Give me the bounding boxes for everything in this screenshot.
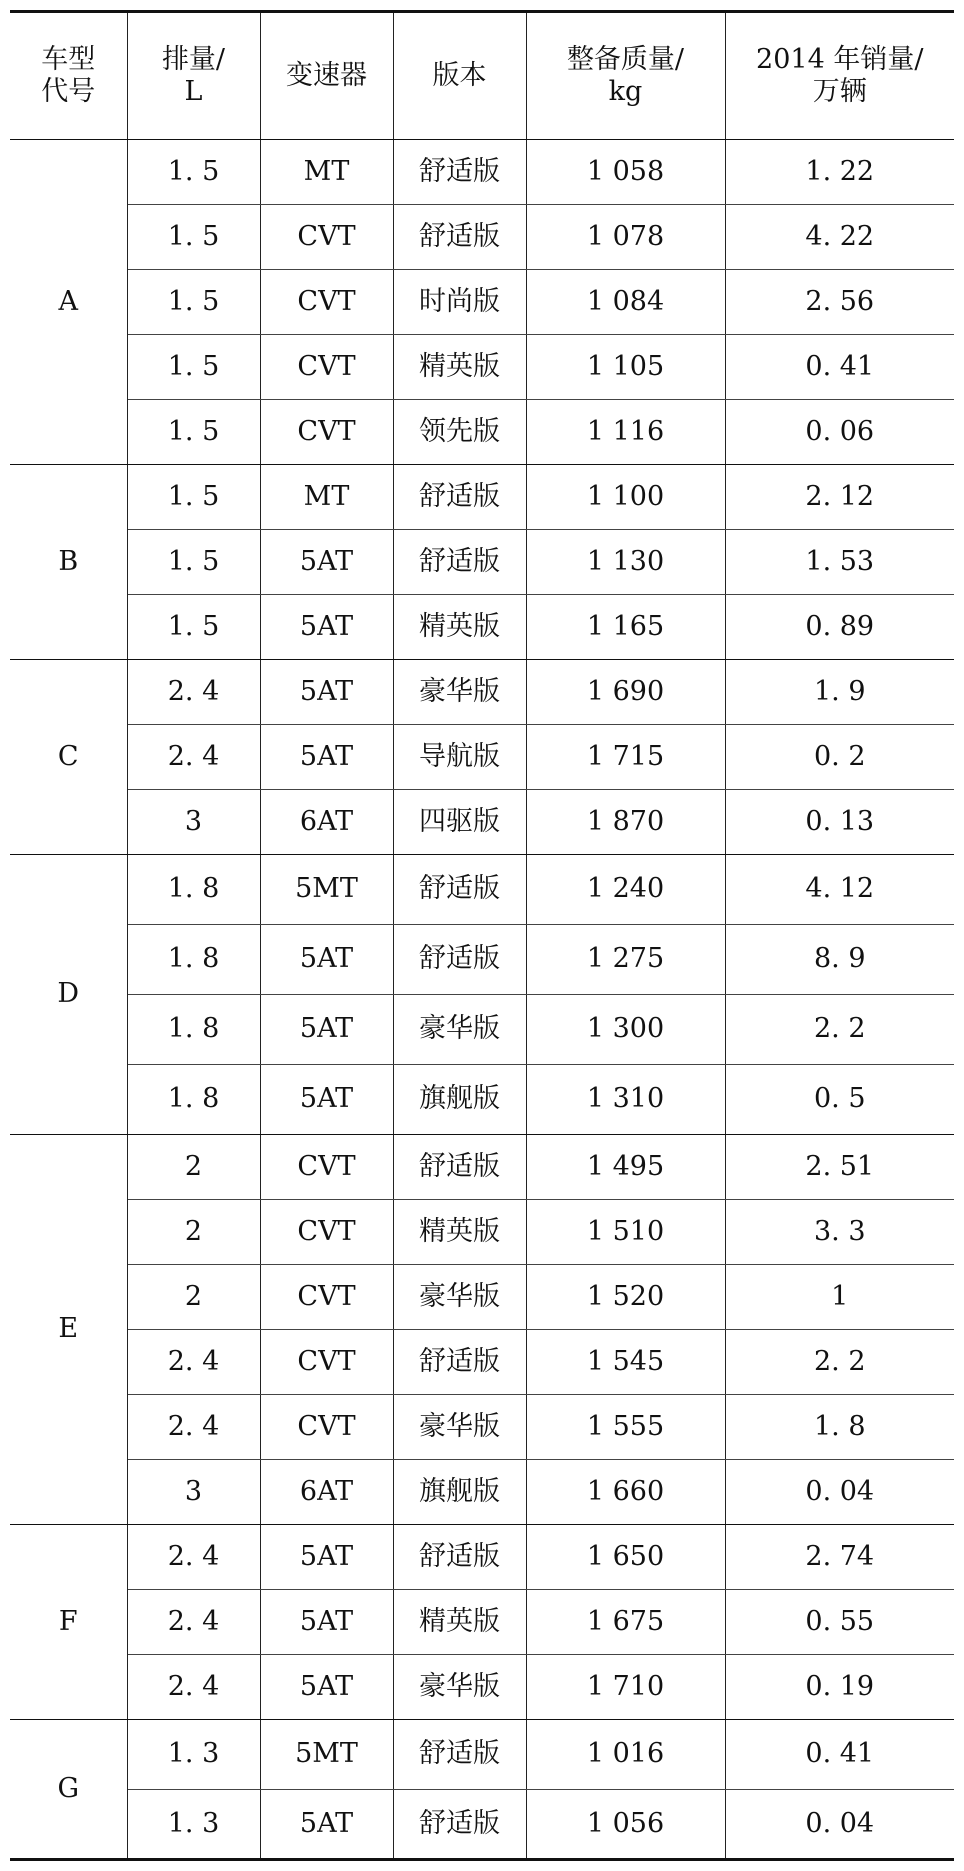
cell-displacement: 1. 5 (127, 205, 260, 270)
cell-sales: 2. 12 (725, 465, 954, 530)
table-row (10, 400, 954, 465)
cell-curb-weight: 1 660 (526, 1460, 725, 1525)
cell-version: 旗舰版 (393, 1460, 526, 1525)
cell-curb-weight: 1 240 (526, 855, 725, 925)
cell-displacement: 1. 5 (127, 400, 260, 465)
cell-version: 舒适版 (393, 1330, 526, 1395)
table-row (10, 1460, 954, 1525)
table-header (10, 12, 954, 140)
cell-version: 舒适版 (393, 465, 526, 530)
cell-curb-weight: 1 510 (526, 1200, 725, 1265)
cell-version: 舒适版 (393, 1790, 526, 1860)
table-row (10, 1655, 954, 1720)
header-row (10, 12, 954, 140)
cell-transmission: 5AT (260, 1790, 393, 1860)
cell-transmission: CVT (260, 205, 393, 270)
cell-sales: 0. 2 (725, 725, 954, 790)
table-row (10, 1265, 954, 1330)
cell-curb-weight: 1 165 (526, 595, 725, 660)
cell-curb-weight: 1 545 (526, 1330, 725, 1395)
cell-transmission: CVT (260, 270, 393, 335)
cell-sales: 0. 55 (725, 1590, 954, 1655)
cell-sales: 1. 8 (725, 1395, 954, 1460)
header-line: kg (608, 76, 643, 107)
cell-transmission: CVT (260, 1200, 393, 1265)
table-body (10, 140, 954, 1860)
cell-curb-weight: 1 084 (526, 270, 725, 335)
cell-transmission: 5AT (260, 595, 393, 660)
cell-displacement: 2. 4 (127, 1395, 260, 1460)
cell-sales: 2. 74 (725, 1525, 954, 1590)
header-model-code (10, 12, 127, 140)
cell-curb-weight: 1 300 (526, 995, 725, 1065)
cell-transmission: 5AT (260, 1525, 393, 1590)
cell-sales: 1. 9 (725, 660, 954, 725)
cell-sales: 4. 22 (725, 205, 954, 270)
header-transmission (260, 12, 393, 140)
cell-version: 舒适版 (393, 530, 526, 595)
cell-version: 领先版 (393, 400, 526, 465)
cell-displacement: 1. 5 (127, 595, 260, 660)
cell-curb-weight: 1 078 (526, 205, 725, 270)
cell-transmission: 6AT (260, 790, 393, 855)
cell-transmission: CVT (260, 1395, 393, 1460)
cell-curb-weight: 1 130 (526, 530, 725, 595)
cell-sales: 1. 53 (725, 530, 954, 595)
cell-transmission: 5AT (260, 530, 393, 595)
cell-curb-weight: 1 710 (526, 1655, 725, 1720)
cell-version: 豪华版 (393, 995, 526, 1065)
header-displacement (127, 12, 260, 140)
cell-sales: 0. 13 (725, 790, 954, 855)
cell-sales: 2. 56 (725, 270, 954, 335)
cell-displacement: 1. 5 (127, 335, 260, 400)
cell-transmission: CVT (260, 1135, 393, 1200)
table-row (10, 1135, 954, 1200)
cell-model-code: F (10, 1525, 127, 1720)
table-row (10, 1330, 954, 1395)
cell-displacement: 2. 4 (127, 1655, 260, 1720)
cell-sales: 3. 3 (725, 1200, 954, 1265)
table-row (10, 1200, 954, 1265)
cell-version: 豪华版 (393, 660, 526, 725)
cell-sales: 2. 51 (725, 1135, 954, 1200)
cell-transmission: 5AT (260, 660, 393, 725)
header-line: L (184, 76, 203, 107)
table-row (10, 1065, 954, 1135)
cell-curb-weight: 1 690 (526, 660, 725, 725)
cell-displacement: 1. 8 (127, 995, 260, 1065)
cell-displacement: 1. 5 (127, 270, 260, 335)
cell-model-code: A (10, 140, 127, 465)
table-row (10, 335, 954, 400)
cell-version: 导航版 (393, 725, 526, 790)
table-row (10, 530, 954, 595)
cell-version: 旗舰版 (393, 1065, 526, 1135)
document-table-wrapper (10, 10, 954, 1861)
cell-curb-weight: 1 555 (526, 1395, 725, 1460)
cell-sales: 0. 04 (725, 1460, 954, 1525)
cell-curb-weight: 1 310 (526, 1065, 725, 1135)
cell-displacement: 2. 4 (127, 1590, 260, 1655)
cell-transmission: 5MT (260, 855, 393, 925)
table-row (10, 465, 954, 530)
header-line: 整备质量/ (566, 43, 685, 75)
cell-curb-weight: 1 105 (526, 335, 725, 400)
header-line: 万辆 (812, 76, 867, 107)
table-row (10, 725, 954, 790)
cell-transmission: 5AT (260, 1590, 393, 1655)
table-row (10, 995, 954, 1065)
cell-displacement: 2 (127, 1265, 260, 1330)
cell-transmission: 5MT (260, 1720, 393, 1790)
cell-transmission: CVT (260, 400, 393, 465)
cell-sales: 0. 19 (725, 1655, 954, 1720)
header-line: 变速器 (286, 59, 367, 91)
cell-sales: 0. 06 (725, 400, 954, 465)
cell-displacement: 1. 3 (127, 1720, 260, 1790)
cell-sales: 0. 04 (725, 1790, 954, 1860)
cell-sales: 8. 9 (725, 925, 954, 995)
cell-sales: 0. 41 (725, 335, 954, 400)
cell-version: 精英版 (393, 335, 526, 400)
cell-displacement: 1. 5 (127, 140, 260, 205)
table-row (10, 1525, 954, 1590)
cell-version: 舒适版 (393, 140, 526, 205)
header-line: 排量/ (161, 43, 226, 75)
cell-curb-weight: 1 058 (526, 140, 725, 205)
table-row (10, 595, 954, 660)
header-line: 版本 (432, 59, 487, 91)
cell-sales: 2. 2 (725, 1330, 954, 1395)
cell-version: 时尚版 (393, 270, 526, 335)
table-row (10, 140, 954, 205)
cell-version: 豪华版 (393, 1395, 526, 1460)
table-row (10, 855, 954, 925)
cell-sales: 2. 2 (725, 995, 954, 1065)
cell-curb-weight: 1 116 (526, 400, 725, 465)
cell-model-code: B (10, 465, 127, 660)
cell-displacement: 2 (127, 1135, 260, 1200)
cell-transmission: 5AT (260, 1065, 393, 1135)
cell-curb-weight: 1 495 (526, 1135, 725, 1200)
cell-displacement: 3 (127, 790, 260, 855)
cell-transmission: 5AT (260, 1655, 393, 1720)
cell-version: 舒适版 (393, 1720, 526, 1790)
header-line: 2014 年销量/ (756, 43, 924, 75)
cell-displacement: 1. 8 (127, 925, 260, 995)
cell-transmission: 5AT (260, 925, 393, 995)
cell-version: 精英版 (393, 595, 526, 660)
car-model-table (10, 10, 954, 1861)
cell-version: 豪华版 (393, 1655, 526, 1720)
cell-version: 舒适版 (393, 1525, 526, 1590)
cell-transmission: CVT (260, 1330, 393, 1395)
cell-transmission: MT (260, 465, 393, 530)
cell-model-code: C (10, 660, 127, 855)
table-row (10, 1720, 954, 1790)
cell-version: 精英版 (393, 1200, 526, 1265)
cell-transmission: 5AT (260, 725, 393, 790)
cell-version: 舒适版 (393, 925, 526, 995)
table-row (10, 1590, 954, 1655)
cell-curb-weight: 1 056 (526, 1790, 725, 1860)
cell-curb-weight: 1 870 (526, 790, 725, 855)
header-sales-2014 (725, 12, 954, 140)
table-row (10, 205, 954, 270)
cell-transmission: CVT (260, 1265, 393, 1330)
cell-displacement: 1. 3 (127, 1790, 260, 1860)
cell-displacement: 1. 5 (127, 465, 260, 530)
cell-transmission: CVT (260, 335, 393, 400)
cell-model-code: G (10, 1720, 127, 1860)
cell-displacement: 2. 4 (127, 1330, 260, 1395)
cell-version: 舒适版 (393, 1135, 526, 1200)
cell-transmission: 5AT (260, 995, 393, 1065)
cell-curb-weight: 1 520 (526, 1265, 725, 1330)
cell-version: 豪华版 (393, 1265, 526, 1330)
table-row (10, 270, 954, 335)
cell-sales: 0. 5 (725, 1065, 954, 1135)
cell-displacement: 2. 4 (127, 725, 260, 790)
cell-sales: 1. 22 (725, 140, 954, 205)
cell-transmission: 6AT (260, 1460, 393, 1525)
cell-curb-weight: 1 715 (526, 725, 725, 790)
cell-version: 舒适版 (393, 855, 526, 925)
cell-displacement: 3 (127, 1460, 260, 1525)
cell-version: 舒适版 (393, 205, 526, 270)
table-row (10, 925, 954, 995)
cell-version: 精英版 (393, 1590, 526, 1655)
cell-sales: 4. 12 (725, 855, 954, 925)
cell-sales: 0. 41 (725, 1720, 954, 1790)
cell-curb-weight: 1 675 (526, 1590, 725, 1655)
cell-model-code: D (10, 855, 127, 1135)
cell-displacement: 2. 4 (127, 660, 260, 725)
cell-displacement: 2. 4 (127, 1525, 260, 1590)
cell-curb-weight: 1 100 (526, 465, 725, 530)
cell-transmission: MT (260, 140, 393, 205)
header-curb-weight (526, 12, 725, 140)
cell-displacement: 1. 5 (127, 530, 260, 595)
cell-curb-weight: 1 650 (526, 1525, 725, 1590)
table-row (10, 660, 954, 725)
table-row (10, 790, 954, 855)
cell-curb-weight: 1 275 (526, 925, 725, 995)
cell-sales: 0. 89 (725, 595, 954, 660)
header-line: 代号 (41, 76, 96, 107)
table-row (10, 1395, 954, 1460)
cell-displacement: 2 (127, 1200, 260, 1265)
header-version (393, 12, 526, 140)
table-row (10, 1790, 954, 1860)
header-line: 车型 (41, 43, 96, 75)
cell-displacement: 1. 8 (127, 855, 260, 925)
cell-displacement: 1. 8 (127, 1065, 260, 1135)
cell-curb-weight: 1 016 (526, 1720, 725, 1790)
cell-model-code: E (10, 1135, 127, 1525)
cell-version: 四驱版 (393, 790, 526, 855)
cell-sales: 1 (725, 1265, 954, 1330)
